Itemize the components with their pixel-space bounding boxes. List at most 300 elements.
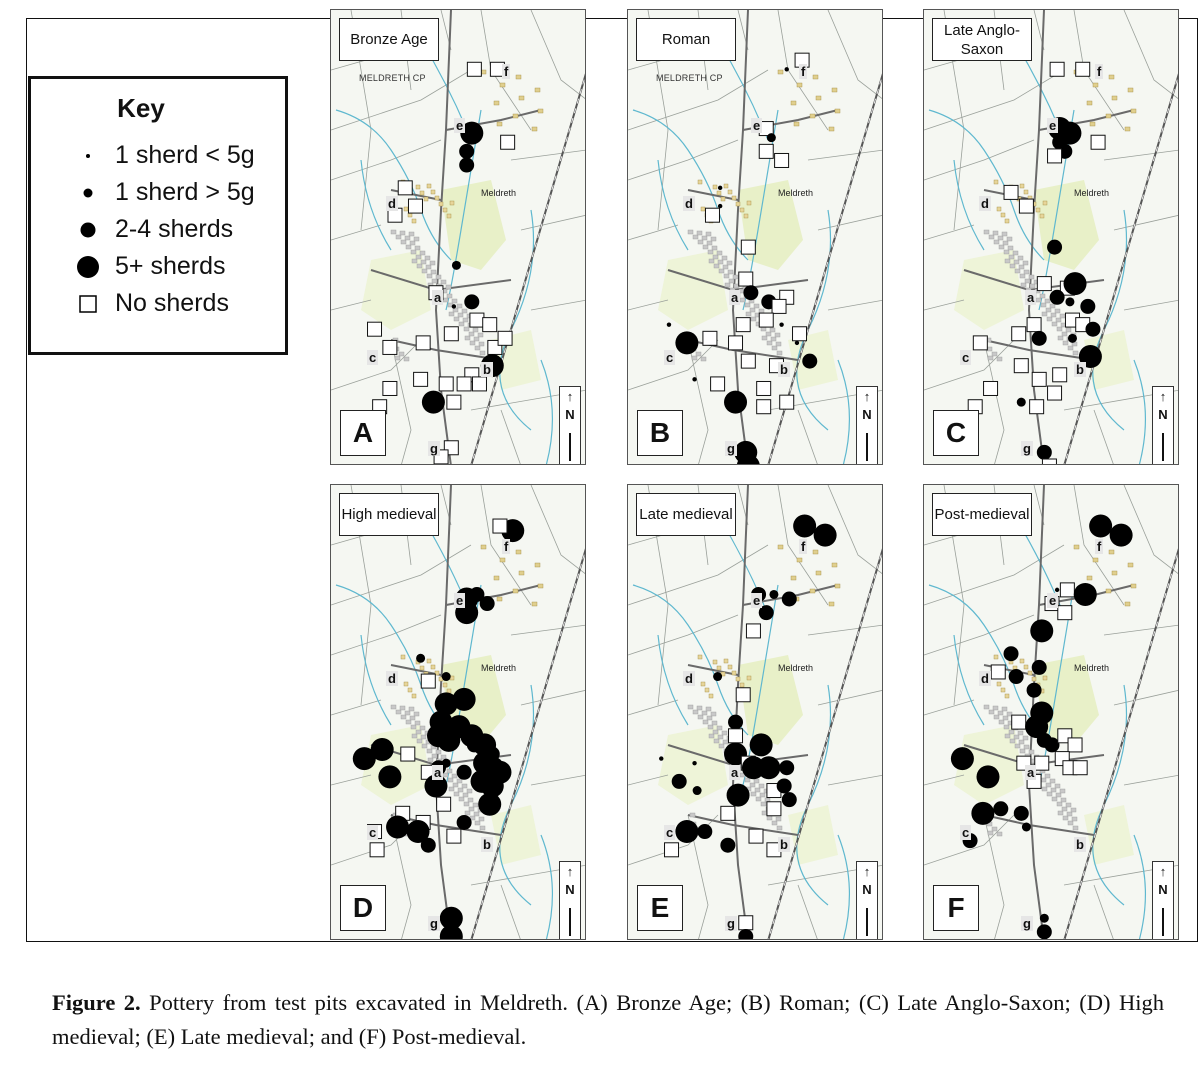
- test-pit-large: [724, 391, 747, 414]
- building: [443, 298, 448, 302]
- test-pit-medium: [782, 792, 797, 807]
- north-arrow-box: [1152, 861, 1174, 940]
- test-pit-no-sherds: [746, 624, 760, 638]
- period-label: Late Anglo-Saxon: [932, 18, 1032, 61]
- building: [474, 812, 479, 816]
- building: [988, 356, 993, 360]
- test-pit-no-sherds: [1019, 199, 1033, 213]
- building: [458, 788, 463, 792]
- building: [994, 180, 998, 184]
- building: [1024, 190, 1028, 194]
- north-label: N: [565, 882, 575, 897]
- building: [452, 774, 457, 778]
- building: [1072, 817, 1077, 821]
- site-label-d: d: [685, 671, 693, 686]
- building: [432, 279, 437, 283]
- test-pit-medium: [720, 838, 735, 853]
- building: [453, 308, 458, 312]
- building: [736, 202, 740, 206]
- building: [416, 730, 421, 734]
- building: [696, 352, 701, 356]
- test-pit-no-sherds: [493, 519, 507, 533]
- building: [1068, 821, 1073, 825]
- building: [494, 576, 499, 580]
- building: [1066, 803, 1071, 807]
- building: [422, 269, 427, 273]
- building: [740, 683, 744, 687]
- test-pit-large: [727, 784, 750, 807]
- building: [736, 677, 740, 681]
- building: [712, 246, 717, 250]
- building: [519, 571, 524, 575]
- building: [835, 584, 840, 588]
- period-label: Post-medieval: [932, 493, 1032, 536]
- building: [478, 333, 483, 337]
- site-label-e: e: [1049, 593, 1057, 608]
- building: [994, 655, 998, 659]
- north-label: N: [1158, 407, 1168, 422]
- building: [984, 230, 989, 234]
- building: [989, 710, 994, 714]
- building: [1057, 327, 1062, 331]
- building: [1063, 816, 1068, 820]
- building: [775, 333, 780, 337]
- building: [417, 739, 422, 743]
- building: [428, 758, 433, 762]
- test-pit-small: [1068, 334, 1077, 343]
- test-pit-medium: [459, 158, 474, 173]
- building: [702, 236, 707, 240]
- building: [993, 706, 998, 710]
- test-pit-no-sherds: [984, 381, 998, 395]
- building: [718, 735, 723, 739]
- dot-medium-symbol: [71, 213, 105, 247]
- building: [412, 734, 417, 738]
- site-label-a: a: [1027, 765, 1035, 780]
- building: [1112, 571, 1117, 575]
- building: [997, 357, 1002, 361]
- site-label-c: c: [666, 350, 674, 365]
- building: [1046, 308, 1051, 312]
- building: [391, 230, 396, 234]
- north-arrow-box: [856, 861, 878, 940]
- building: [1009, 730, 1014, 734]
- map-panel-e: [627, 484, 883, 940]
- building: [732, 196, 736, 200]
- building: [760, 793, 765, 797]
- building: [420, 726, 425, 730]
- test-pit-no-sherds: [1073, 761, 1087, 775]
- building: [431, 665, 435, 669]
- test-pit-large: [977, 765, 1000, 788]
- period-label: Late medieval: [636, 493, 736, 536]
- building: [411, 725, 416, 729]
- building: [448, 778, 453, 782]
- building: [439, 202, 443, 206]
- site-label-g: g: [430, 916, 438, 931]
- building: [1058, 336, 1063, 340]
- building: [1021, 283, 1026, 287]
- test-pit-no-sherds: [498, 331, 512, 345]
- building: [409, 232, 414, 236]
- building: [997, 682, 1001, 686]
- building: [703, 720, 708, 724]
- site-label-d: d: [685, 196, 693, 211]
- building: [473, 803, 478, 807]
- building: [447, 294, 452, 298]
- building: [703, 245, 708, 249]
- building: [1004, 250, 1009, 254]
- building: [1056, 318, 1061, 322]
- building: [810, 114, 815, 118]
- building: [406, 245, 411, 249]
- test-pit-no-sherds: [703, 331, 717, 345]
- building: [396, 235, 401, 239]
- village-label: Meldreth: [481, 188, 517, 198]
- building: [404, 207, 408, 211]
- building: [425, 256, 430, 260]
- site-label-e: e: [456, 593, 464, 608]
- building: [1005, 219, 1009, 223]
- building: [1028, 671, 1032, 675]
- building: [1074, 545, 1079, 549]
- building: [535, 563, 540, 567]
- scale-bar: [866, 433, 868, 461]
- test-pit-no-sherds: [1050, 62, 1064, 76]
- test-pit-no-sherds: [1014, 359, 1028, 373]
- building: [693, 235, 698, 239]
- building: [777, 351, 782, 355]
- test-pit-tiny: [1055, 588, 1059, 592]
- scale-bar: [569, 908, 571, 936]
- site-label-c: c: [666, 825, 674, 840]
- building: [494, 101, 499, 105]
- building: [706, 707, 711, 711]
- building: [1015, 269, 1020, 273]
- building: [707, 241, 712, 245]
- test-pit-tiny: [795, 341, 799, 345]
- test-pit-small: [1065, 297, 1074, 306]
- building: [750, 308, 755, 312]
- building: [729, 279, 734, 283]
- building: [532, 127, 537, 131]
- test-pit-no-sherds: [408, 199, 422, 213]
- building: [1005, 734, 1010, 738]
- site-label-e: e: [456, 118, 464, 133]
- building: [405, 236, 410, 240]
- map-panel-c: [923, 9, 1179, 465]
- building: [414, 712, 419, 716]
- site-label-f: f: [504, 64, 509, 79]
- base-map: [331, 485, 586, 940]
- building: [454, 792, 459, 796]
- test-pit-large: [1030, 619, 1053, 642]
- building: [724, 274, 729, 278]
- building: [693, 710, 698, 714]
- building: [1062, 332, 1067, 336]
- test-pit-no-sherds: [739, 916, 753, 930]
- test-pit-small: [769, 590, 778, 599]
- test-pit-medium: [464, 294, 479, 309]
- building: [420, 251, 425, 255]
- caption-label: Figure 2.: [52, 990, 141, 1015]
- building: [688, 230, 693, 234]
- key-label: No sherds: [115, 289, 229, 317]
- building: [1029, 750, 1034, 754]
- test-pit-large: [378, 765, 401, 788]
- test-pit-no-sherds: [383, 381, 397, 395]
- building: [744, 214, 748, 218]
- building: [1087, 101, 1092, 105]
- building: [1068, 346, 1073, 350]
- building: [717, 666, 721, 670]
- test-pit-tiny: [785, 67, 789, 71]
- building: [776, 342, 781, 346]
- test-pit-medium: [1037, 445, 1052, 460]
- building: [1040, 214, 1044, 218]
- building: [761, 327, 766, 331]
- building: [427, 749, 432, 753]
- test-pit-medium: [1037, 924, 1052, 939]
- building: [1106, 114, 1111, 118]
- building: [1018, 256, 1023, 260]
- test-pit-no-sherds: [759, 313, 773, 327]
- building: [443, 773, 448, 777]
- building: [470, 341, 475, 345]
- building: [1020, 749, 1025, 753]
- building: [776, 817, 781, 821]
- building: [714, 739, 719, 743]
- test-pit-no-sherds: [414, 372, 428, 386]
- building: [1036, 298, 1041, 302]
- building: [708, 725, 713, 729]
- test-pit-large: [1110, 524, 1133, 547]
- site-label-a: a: [731, 290, 739, 305]
- building: [469, 807, 474, 811]
- site-label-a: a: [1027, 290, 1035, 305]
- test-pit-large: [422, 391, 445, 414]
- building: [707, 716, 712, 720]
- test-pit-no-sherds: [416, 336, 430, 350]
- test-pit-tiny: [718, 186, 722, 190]
- building: [713, 255, 718, 259]
- site-label-g: g: [430, 441, 438, 456]
- building: [453, 783, 458, 787]
- test-pit-no-sherds: [444, 327, 458, 341]
- building: [1045, 774, 1050, 778]
- panel-letter: C: [933, 410, 979, 456]
- building: [436, 275, 441, 279]
- panel-letter: D: [340, 885, 386, 931]
- building: [690, 813, 695, 817]
- test-pit-large: [386, 816, 409, 839]
- building: [746, 312, 751, 316]
- building: [436, 750, 441, 754]
- building: [993, 231, 998, 235]
- building: [465, 336, 470, 340]
- test-pit-small: [1017, 398, 1026, 407]
- scale-bar: [1162, 433, 1164, 461]
- site-label-c: c: [369, 825, 377, 840]
- building: [717, 191, 721, 195]
- parish-label: MELDRETH CP: [656, 73, 723, 83]
- building: [424, 197, 428, 201]
- site-label-f: f: [1097, 539, 1102, 554]
- test-pit-small: [1040, 914, 1049, 923]
- test-pit-large: [675, 331, 698, 354]
- building: [538, 584, 543, 588]
- north-label: N: [862, 882, 872, 897]
- period-label: High medieval: [339, 493, 439, 536]
- building: [408, 213, 412, 217]
- building: [458, 313, 463, 317]
- test-pit-medium: [480, 596, 495, 611]
- test-pit-large: [1064, 272, 1087, 295]
- building: [816, 96, 821, 100]
- building: [410, 716, 415, 720]
- building: [754, 779, 759, 783]
- building: [754, 304, 759, 308]
- site-label-g: g: [727, 441, 735, 456]
- test-pit-large: [675, 820, 698, 843]
- site-label-b: b: [483, 362, 491, 377]
- building: [1001, 688, 1005, 692]
- building: [1013, 251, 1018, 255]
- test-pit-no-sherds: [447, 829, 461, 843]
- test-pit-large: [814, 524, 837, 547]
- test-pit-small: [767, 133, 776, 142]
- building: [480, 826, 485, 830]
- building: [450, 201, 454, 205]
- building: [426, 265, 431, 269]
- north-label: N: [862, 407, 872, 422]
- building: [829, 127, 834, 131]
- building: [1041, 303, 1046, 307]
- building: [391, 705, 396, 709]
- test-pit-no-sherds: [1060, 583, 1074, 597]
- test-pit-small: [442, 672, 451, 681]
- test-pit-medium: [993, 801, 1008, 816]
- building: [727, 261, 732, 265]
- building: [751, 317, 756, 321]
- building: [410, 241, 415, 245]
- building: [535, 88, 540, 92]
- building: [447, 689, 451, 693]
- building: [500, 558, 505, 562]
- test-pit-large: [793, 515, 816, 538]
- building: [999, 245, 1004, 249]
- building: [797, 558, 802, 562]
- building: [791, 101, 796, 105]
- building: [1024, 665, 1028, 669]
- test-pit-medium: [1050, 290, 1065, 305]
- building: [709, 259, 714, 263]
- building: [479, 817, 484, 821]
- scale-bar: [866, 908, 868, 936]
- building: [457, 304, 462, 308]
- building: [420, 666, 424, 670]
- test-pit-no-sherds: [368, 322, 382, 336]
- building: [396, 710, 401, 714]
- building: [1051, 788, 1056, 792]
- test-pit-no-sherds: [1053, 368, 1067, 382]
- building: [463, 793, 468, 797]
- building: [701, 207, 705, 211]
- building: [701, 682, 705, 686]
- building: [401, 715, 406, 719]
- test-pit-medium: [1032, 660, 1047, 675]
- village-label: Meldreth: [778, 663, 814, 673]
- building: [832, 563, 837, 567]
- building: [717, 726, 722, 730]
- building: [422, 744, 427, 748]
- test-pit-no-sherds: [370, 843, 384, 857]
- building: [412, 694, 416, 698]
- key-title: Key: [117, 93, 165, 123]
- base-map: [628, 485, 883, 940]
- building: [421, 260, 426, 264]
- building: [1052, 797, 1057, 801]
- building: [400, 231, 405, 235]
- site-label-b: b: [1076, 837, 1084, 852]
- site-label-d: d: [388, 196, 396, 211]
- test-pit-no-sherds: [757, 400, 771, 414]
- site-label-d: d: [388, 671, 396, 686]
- site-label-f: f: [1097, 64, 1102, 79]
- building: [1036, 208, 1040, 212]
- site-label-a: a: [434, 290, 442, 305]
- building: [709, 694, 713, 698]
- building: [1087, 576, 1092, 580]
- building: [1055, 309, 1060, 313]
- building: [473, 328, 478, 332]
- building: [1060, 789, 1065, 793]
- building: [718, 260, 723, 264]
- building: [725, 283, 730, 287]
- building: [463, 318, 468, 322]
- building: [1128, 88, 1133, 92]
- test-pit-no-sherds: [1042, 459, 1056, 465]
- building: [414, 237, 419, 241]
- building: [697, 706, 702, 710]
- test-pit-no-sherds: [711, 377, 725, 391]
- building: [755, 788, 760, 792]
- building: [766, 332, 771, 336]
- building: [435, 196, 439, 200]
- test-pit-no-sherds: [1037, 277, 1051, 291]
- building: [1073, 826, 1078, 830]
- key-row-tiny: [71, 139, 286, 173]
- site-label-b: b: [1076, 362, 1084, 377]
- building: [728, 665, 732, 669]
- test-pit-no-sherds: [1027, 318, 1041, 332]
- building: [745, 303, 750, 307]
- site-label-e: e: [753, 118, 761, 133]
- building: [835, 109, 840, 113]
- building: [701, 357, 706, 361]
- scale-bar: [1162, 908, 1164, 936]
- test-pit-medium: [1032, 331, 1047, 346]
- building: [698, 240, 703, 244]
- north-arrow-icon: ↑: [566, 389, 574, 404]
- test-pit-no-sherds: [772, 299, 786, 313]
- building: [427, 659, 431, 663]
- building: [459, 322, 464, 326]
- building: [412, 259, 417, 263]
- building: [734, 284, 739, 288]
- test-pit-no-sherds: [736, 318, 750, 332]
- building: [713, 660, 717, 664]
